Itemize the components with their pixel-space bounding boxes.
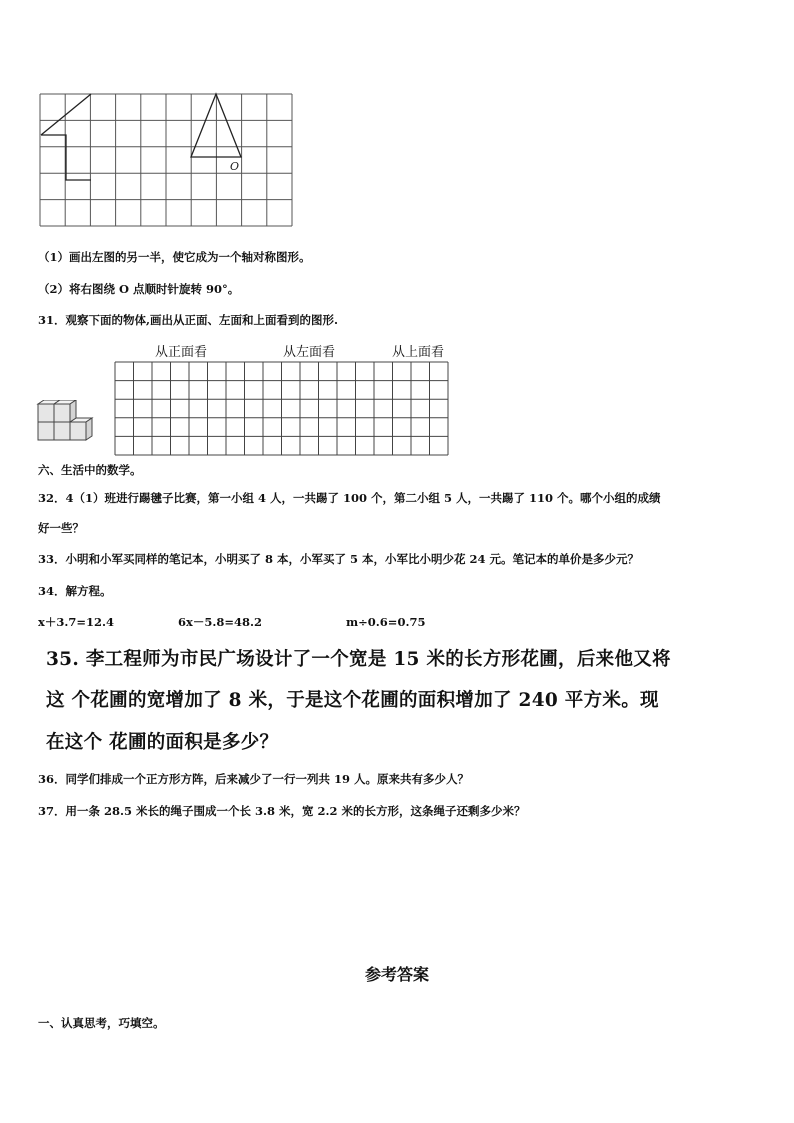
- cube-object-svg: [36, 400, 96, 444]
- view-label-top: 从上面看: [392, 345, 445, 360]
- q35-line1: 35. 李工程师为市民广场设计了一个宽是 15 米的长方形花圃，后来他又将: [46, 649, 671, 670]
- answers-title: 参考答案: [364, 965, 429, 984]
- q35-line2: 这 个花圃的宽增加了 8 米，于是这个花圃的面积增加了 240 平方米。现: [46, 690, 659, 711]
- q36-text: 36．同学们排成一个正方形方阵，后来减少了一行一列共 19 人。原来共有多少人？: [38, 772, 470, 786]
- grid-figure-q31: [114, 361, 450, 457]
- q30-part2: （2）将右图绕 O 点顺时针旋转 90°。: [38, 282, 240, 296]
- cube-object-figure: [36, 400, 96, 444]
- q32-line2: 好一些？: [38, 521, 84, 535]
- answers-section1: 一、认真思考，巧填空。: [38, 1016, 165, 1030]
- grid-figure-q30: [38, 92, 296, 228]
- view-label-front: 从正面看: [155, 345, 208, 360]
- q34-text: 34．解方程。: [38, 584, 112, 598]
- q35-line3: 在这个 花圃的面积是多少？: [46, 732, 279, 753]
- q31-text: 31．观察下面的物体,画出从正面、左面和上面看到的图形.: [38, 313, 339, 327]
- q33-text: 33．小明和小军买同样的笔记本，小明买了 8 本，小军买了 5 本，小军比小明少花 24 元。笔记本的单价是多少元？: [38, 552, 640, 566]
- origin-point-label: O: [230, 160, 240, 173]
- q37-text: 37．用一条 28.5 米长的绳子围成一个长 3.8 米，宽 2.2 米的长方形，这条绳子还剩多少米？: [38, 804, 526, 818]
- view-label-left: 从左面看: [283, 345, 336, 360]
- grid-svg-q30: [38, 92, 296, 228]
- q34-equation-3: m÷0.6=0.75: [346, 615, 426, 629]
- q34-equation-1: x＋3.7=12.4: [38, 615, 115, 629]
- q32-line1: 32．4（1）班进行踢毽子比赛，第一小组 4 人，一共踢了 100 个，第二小组 5 人，一共踢了 110 个。哪个小组的成绩: [38, 491, 661, 505]
- section6-heading: 六、生活中的数学。: [38, 463, 142, 477]
- grid-svg-q31: [114, 361, 450, 457]
- half-figure-shape: [41, 94, 91, 135]
- q34-equation-2: 6x－5.8=48.2: [178, 615, 263, 629]
- q30-part1: （1）画出左图的另一半，使它成为一个轴对称图形。: [38, 250, 311, 264]
